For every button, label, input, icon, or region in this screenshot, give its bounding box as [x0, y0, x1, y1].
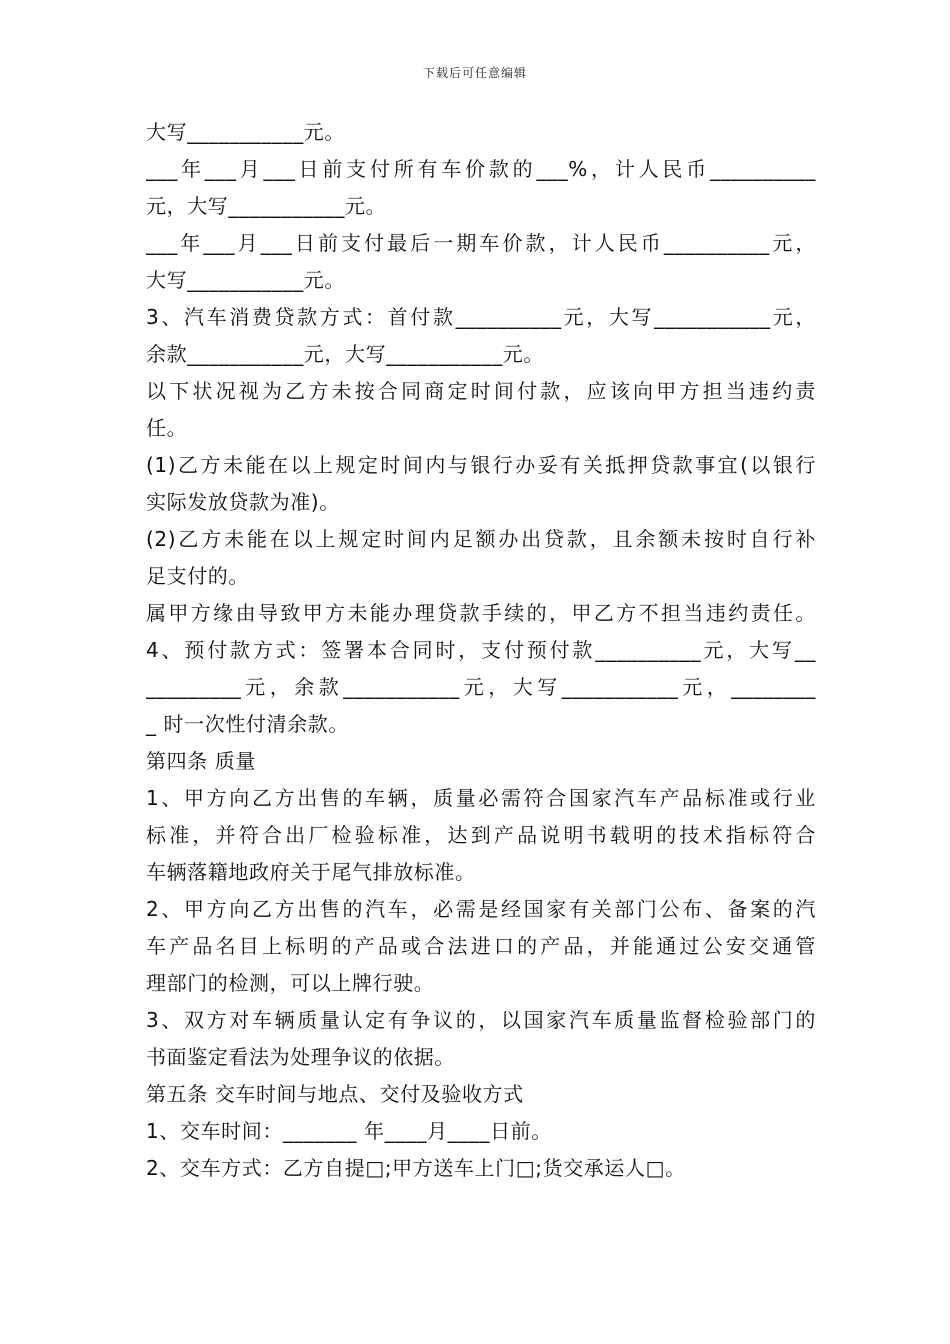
document-line: 2、甲方向乙方出售的汽车，必需是经国家有关部门公布、备案的汽	[146, 897, 816, 921]
document-line: _________元，余款___________元，大写___________元，________	[146, 675, 816, 699]
document-line: 余款___________元，大写___________元。	[146, 342, 544, 366]
document-line: 大写___________元。	[146, 268, 345, 292]
document-line: ___年___月___日前支付所有车价款的___%，计人民币__________	[146, 157, 816, 181]
document-line: 以下状况视为乙方未按合同商定时间付款，应该向甲方担当违约责	[146, 379, 816, 403]
document-line: 标准，并符合出厂检验标准，达到产品说明书载明的技术指标符合	[146, 823, 816, 847]
document-line: 任。	[146, 416, 188, 440]
document-line: 车产品名目上标明的产品或合法进口的产品，并能通过公安交通管	[146, 934, 816, 958]
document-line: 大写___________元。	[146, 120, 345, 144]
document-line: ___年___月___日前支付最后一期车价款，计人民币__________元，	[146, 231, 816, 255]
document-line: 元，大写___________元。	[146, 194, 387, 218]
document-line: (1)乙方未能在以上规定时间内与银行办妥有关抵押贷款事宜(以银行	[146, 453, 816, 477]
document-line: 3、汽车消费贷款方式：首付款__________元，大写___________元，	[146, 305, 816, 329]
document-line: 书面鉴定看法为处理争议的依据。	[146, 1045, 455, 1069]
document-line: 4、预付款方式：签署本合同时，支付预付款__________元，大写__	[146, 638, 816, 662]
document-line: 车辆落籍地政府关于尾气排放标准。	[146, 860, 476, 884]
document-line: 实际发放贷款为准)。	[146, 490, 340, 514]
page-header-note: 下载后可任意编辑	[422, 66, 527, 80]
document-line: 3、双方对车辆质量认定有争议的，以国家汽车质量监督检验部门的	[146, 1008, 816, 1032]
document-line: (2)乙方未能在以上规定时间内足额办出贷款，且余额未按时自行补	[146, 527, 816, 551]
document-line: 理部门的检测，可以上牌行驶。	[146, 971, 435, 995]
document-line: 第五条 交车时间与地点、交付及验收方式	[146, 1082, 524, 1106]
document-line: 1、甲方向乙方出售的车辆，质量必需符合国家汽车产品标准或行业	[146, 786, 816, 810]
document-line: 足支付的。	[146, 564, 249, 588]
document-line: 2、交车方式：乙方自提□;甲方送车上门□;货交承运人□。	[146, 1156, 686, 1180]
document-line: 属甲方缘由导致甲方未能办理贷款手续的，甲乙方不担当违约责任。	[146, 601, 816, 625]
document-line: 1、交车时间：_______ 年____月____日前。	[146, 1119, 552, 1143]
document-line: _ 时一次性付清余款。	[146, 712, 349, 736]
document-body	[146, 114, 816, 1187]
document-line: 第四条 质量	[146, 749, 256, 773]
